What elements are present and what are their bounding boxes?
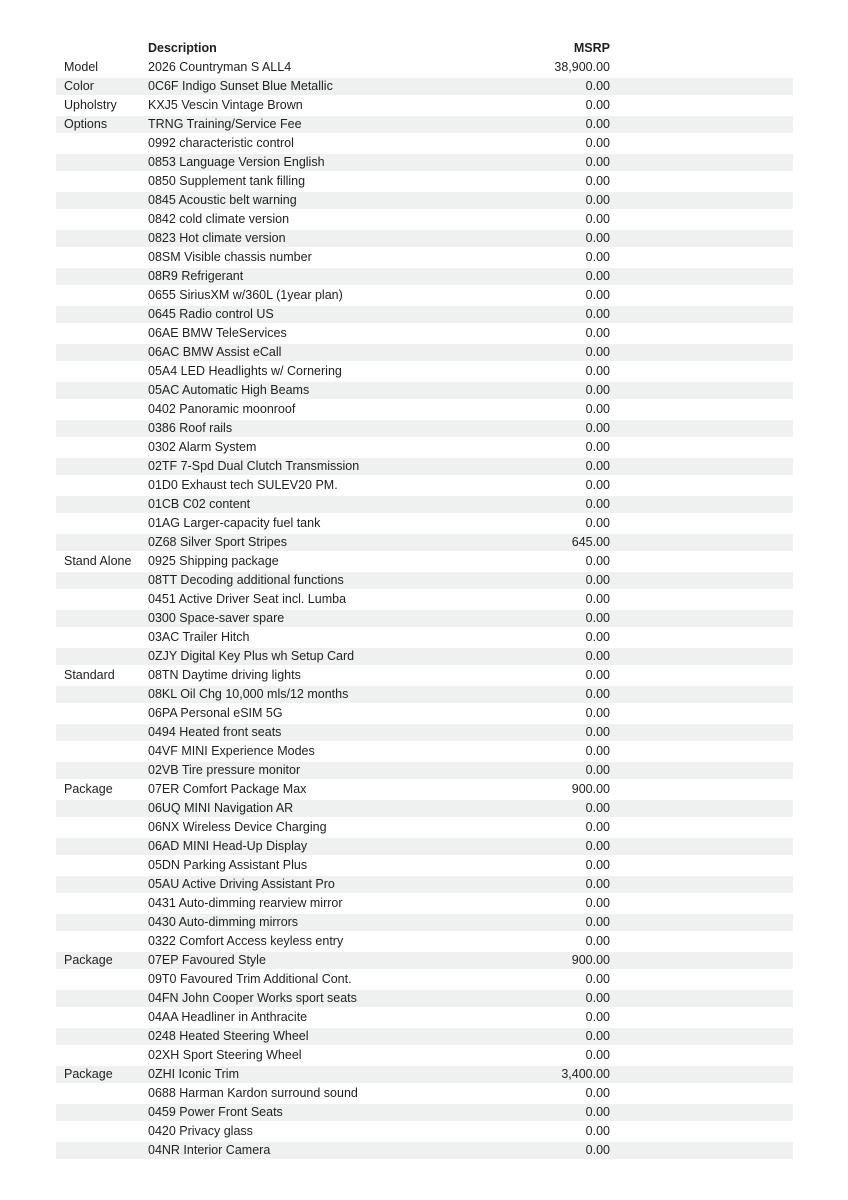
row-filler [610,344,793,361]
row-msrp: 0.00 [585,136,610,150]
table-row [56,762,793,781]
row-description: 0845 Acoustic belt warning [148,193,297,207]
row-description: 0386 Roof rails [148,421,233,435]
row-filler [610,192,793,209]
row-description: 05DN Parking Assistant Plus [148,858,308,872]
table-row [56,819,793,838]
row-filler [610,135,793,152]
row-msrp: 0.00 [585,155,610,169]
row-msrp: 0.00 [585,459,610,473]
table-row [56,344,793,363]
row-filler [610,116,793,133]
row-category [56,800,148,817]
row-msrp: 0.00 [585,934,610,948]
row-filler [610,629,793,646]
table-row [56,249,793,268]
row-filler [610,1047,793,1064]
row-filler [610,686,793,703]
row-msrp: 0.00 [585,1029,610,1043]
row-description: 05AC Automatic High Beams [148,383,310,397]
row-msrp: 0.00 [585,516,610,530]
table-row [56,724,793,743]
row-description: 07ER Comfort Package Max [148,782,307,796]
row-filler [610,458,793,475]
row-description: 0ZJY Digital Key Plus wh Setup Card [148,649,355,663]
row-description: 0ZHI Iconic Trim [148,1067,239,1081]
table-row [56,857,793,876]
row-filler [610,800,793,817]
table-row [56,97,793,116]
row-description: 04VF MINI Experience Modes [148,744,315,758]
row-category: Package [64,953,113,967]
table-row [56,553,793,572]
table-row [56,591,793,610]
row-msrp: 0.00 [585,573,610,587]
row-filler [610,306,793,323]
row-description: 0Z68 Silver Sport Stripes [148,535,287,549]
row-category [56,477,148,494]
row-category [56,325,148,342]
row-category: Color [64,79,94,93]
row-description: KXJ5 Vescin Vintage Brown [148,98,303,112]
row-filler [610,876,793,893]
row-category [56,1085,148,1102]
row-msrp: 0.00 [585,212,610,226]
row-category [56,610,148,627]
row-description: 08KL Oil Chg 10,000 mls/12 months [148,687,349,701]
table-row [56,515,793,534]
row-description: 08SM Visible chassis number [148,250,312,264]
table-row [56,154,793,173]
row-msrp: 0.00 [585,744,610,758]
row-category [56,496,148,513]
row-msrp: 900.00 [571,953,610,967]
row-category [56,914,148,931]
row-description: 0645 Radio control US [148,307,274,321]
row-description: 0494 Heated front seats [148,725,282,739]
row-msrp: 0.00 [585,915,610,929]
row-filler [610,173,793,190]
row-msrp: 0.00 [585,972,610,986]
row-category [56,344,148,361]
row-filler [610,1142,793,1159]
row-description: 0322 Comfort Access keyless entry [148,934,344,948]
row-description: 0430 Auto-dimming mirrors [148,915,299,929]
row-description: 0302 Alarm System [148,440,257,454]
table-row [56,306,793,325]
row-description: 0420 Privacy glass [148,1124,253,1138]
row-category [56,762,148,779]
table-row [56,363,793,382]
row-category [56,1142,148,1159]
row-category [56,990,148,1007]
table-row [56,1104,793,1123]
row-description: 0823 Hot climate version [148,231,286,245]
row-category [56,1009,148,1026]
row-msrp: 0.00 [585,1143,610,1157]
row-filler [610,249,793,266]
row-filler [610,401,793,418]
row-description: 0992 characteristic control [148,136,294,150]
row-description: 0300 Space-saver spare [148,611,285,625]
row-filler [610,1009,793,1026]
row-description: 07EP Favoured Style [148,953,266,967]
row-category [56,819,148,836]
table-row [56,382,793,401]
table-header [56,40,793,59]
row-category [56,192,148,209]
row-category [56,724,148,741]
row-msrp: 0.00 [585,174,610,188]
row-msrp: 0.00 [585,402,610,416]
row-category [56,572,148,589]
table-row [56,401,793,420]
table-row [56,325,793,344]
table-row [56,230,793,249]
row-msrp: 0.00 [585,649,610,663]
row-description: 08TT Decoding additional functions [148,573,344,587]
row-filler [610,610,793,627]
table-row [56,895,793,914]
table-row [56,534,793,553]
row-category [56,515,148,532]
row-msrp: 0.00 [585,896,610,910]
row-category [56,534,148,551]
row-category [56,971,148,988]
row-category: Package [64,782,113,796]
table-row [56,952,793,971]
row-description: 02VB Tire pressure monitor [148,763,301,777]
row-msrp: 900.00 [571,782,610,796]
row-msrp: 0.00 [585,706,610,720]
table-row [56,667,793,686]
row-msrp: 0.00 [585,554,610,568]
row-category [56,857,148,874]
row-msrp: 0.00 [585,79,610,93]
row-msrp: 0.00 [585,611,610,625]
row-description: 06AC BMW Assist eCall [148,345,282,359]
row-category [56,591,148,608]
row-filler [610,97,793,114]
table-row [56,116,793,135]
row-msrp: 0.00 [585,687,610,701]
row-filler [610,496,793,513]
row-msrp: 3,400.00 [561,1067,610,1081]
row-filler [610,477,793,494]
table-row [56,287,793,306]
header-msrp: MSRP [573,41,610,55]
row-filler [610,895,793,912]
table-row [56,439,793,458]
table-row [56,135,793,154]
row-msrp: 0.00 [585,592,610,606]
row-filler [610,591,793,608]
row-description: 04NR Interior Camera [148,1143,271,1157]
row-msrp: 0.00 [585,991,610,1005]
row-filler [610,287,793,304]
row-description: 0C6F Indigo Sunset Blue Metallic [148,79,333,93]
table-row [56,1085,793,1104]
row-msrp: 0.00 [585,269,610,283]
table-row [56,971,793,990]
row-filler [610,553,793,570]
table-row [56,610,793,629]
header-filler [610,40,793,57]
table-row [56,743,793,762]
row-description: 02XH Sport Steering Wheel [148,1048,302,1062]
row-category [56,686,148,703]
row-filler [610,781,793,798]
row-description: 06PA Personal eSIM 5G [148,706,283,720]
row-category [56,876,148,893]
row-filler [610,230,793,247]
table-row [56,1066,793,1085]
row-filler [610,420,793,437]
row-category: Package [64,1067,113,1081]
row-filler [610,1066,793,1083]
row-description: 08R9 Refrigerant [148,269,244,283]
row-category [56,1028,148,1045]
row-description: 08TN Daytime driving lights [148,668,301,682]
row-description: 03AC Trailer Hitch [148,630,250,644]
table-row [56,1142,793,1161]
row-category: Model [64,60,99,74]
row-description: 06NX Wireless Device Charging [148,820,327,834]
row-filler [610,59,793,76]
row-msrp: 0.00 [585,117,610,131]
row-msrp: 0.00 [585,193,610,207]
row-category [56,154,148,171]
table-row [56,572,793,591]
row-msrp: 0.00 [585,440,610,454]
row-category [56,135,148,152]
row-msrp: 0.00 [585,1048,610,1062]
row-msrp: 0.00 [585,307,610,321]
row-filler [610,154,793,171]
row-filler [610,648,793,665]
row-description: 2026 Countryman S ALL4 [148,60,292,74]
row-msrp: 0.00 [585,630,610,644]
row-filler [610,914,793,931]
row-category [56,895,148,912]
row-filler [610,534,793,551]
row-msrp: 0.00 [585,839,610,853]
row-description: 04FN John Cooper Works sport seats [148,991,357,1005]
row-msrp: 645.00 [571,535,610,549]
row-description: 01CB C02 content [148,497,251,511]
row-filler [610,952,793,969]
table-row [56,496,793,515]
row-description: 04AA Headliner in Anthracite [148,1010,308,1024]
row-category [56,439,148,456]
table-rows [56,59,793,1161]
row-msrp: 0.00 [585,820,610,834]
row-description: 09T0 Favoured Trim Additional Cont. [148,972,352,986]
row-description: 06AD MINI Head-Up Display [148,839,308,853]
row-filler [610,363,793,380]
row-msrp: 0.00 [585,231,610,245]
row-category [56,268,148,285]
row-msrp: 0.00 [585,1086,610,1100]
vehicle-options-table [56,40,793,1161]
table-row [56,686,793,705]
table-row [56,59,793,78]
row-msrp: 0.00 [585,877,610,891]
row-description: 0655 SiriusXM w/360L (1year plan) [148,288,343,302]
row-msrp: 0.00 [585,763,610,777]
row-category [56,838,148,855]
row-description: 0688 Harman Kardon surround sound [148,1086,358,1100]
row-filler [610,439,793,456]
table-row [56,458,793,477]
table-row [56,933,793,952]
row-msrp: 38,900.00 [554,60,610,74]
row-description: 06AE BMW TeleServices [148,326,287,340]
row-category [56,1047,148,1064]
row-description: 0451 Active Driver Seat incl. Lumba [148,592,347,606]
row-filler [610,268,793,285]
row-filler [610,724,793,741]
row-filler [610,1104,793,1121]
row-category: Standard [64,668,115,682]
row-description: 0431 Auto-dimming rearview mirror [148,896,343,910]
row-category [56,363,148,380]
row-description: 0842 cold climate version [148,212,290,226]
table-row [56,1009,793,1028]
row-description: 02TF 7-Spd Dual Clutch Transmission [148,459,360,473]
table-row [56,629,793,648]
row-filler [610,857,793,874]
row-description: 0925 Shipping package [148,554,279,568]
table-row [56,420,793,439]
row-category [56,648,148,665]
row-description: 06UQ MINI Navigation AR [148,801,294,815]
row-filler [610,325,793,342]
row-filler [610,667,793,684]
row-msrp: 0.00 [585,1105,610,1119]
header-category-spacer [56,40,148,57]
row-category [56,1104,148,1121]
row-msrp: 0.00 [585,421,610,435]
row-msrp: 0.00 [585,801,610,815]
row-filler [610,705,793,722]
row-category [56,173,148,190]
row-msrp: 0.00 [585,364,610,378]
row-category [56,401,148,418]
row-msrp: 0.00 [585,1124,610,1138]
row-category [56,629,148,646]
table-row [56,800,793,819]
row-category [56,230,148,247]
row-msrp: 0.00 [585,326,610,340]
table-row [56,1123,793,1142]
row-category [56,420,148,437]
row-msrp: 0.00 [585,383,610,397]
row-category [56,743,148,760]
table-row [56,990,793,1009]
row-filler [610,1123,793,1140]
row-filler [610,762,793,779]
row-filler [610,1028,793,1045]
table-row [56,211,793,230]
row-filler [610,971,793,988]
row-filler [610,211,793,228]
row-description: 0402 Panoramic moonroof [148,402,296,416]
table-row [56,876,793,895]
row-msrp: 0.00 [585,98,610,112]
row-category [56,458,148,475]
row-filler [610,572,793,589]
row-msrp: 0.00 [585,345,610,359]
table-row [56,648,793,667]
row-category: Stand Alone [64,554,132,568]
row-description: 05AU Active Driving Assistant Pro [148,877,335,891]
row-category: Upholstry [64,98,117,112]
table-row [56,838,793,857]
row-filler [610,819,793,836]
row-category [56,1123,148,1140]
row-filler [610,515,793,532]
row-msrp: 0.00 [585,725,610,739]
row-category: Options [64,117,108,131]
row-description: 01AG Larger-capacity fuel tank [148,516,321,530]
row-filler [610,990,793,1007]
table-row [56,173,793,192]
row-filler [610,743,793,760]
header-description: Description [148,41,217,55]
row-msrp: 0.00 [585,668,610,682]
row-filler [610,1085,793,1102]
table-row [56,1028,793,1047]
row-filler [610,933,793,950]
table-row [56,705,793,724]
table-row [56,781,793,800]
row-description: 01D0 Exhaust tech SULEV20 PM. [148,478,338,492]
row-category [56,287,148,304]
row-msrp: 0.00 [585,497,610,511]
table-row [56,1047,793,1066]
row-description: 0853 Language Version English [148,155,325,169]
row-description: 0459 Power Front Seats [148,1105,283,1119]
row-category [56,306,148,323]
row-category [56,249,148,266]
table-row [56,268,793,287]
table-row [56,192,793,211]
row-msrp: 0.00 [585,288,610,302]
row-filler [610,382,793,399]
row-msrp: 0.00 [585,250,610,264]
row-category [56,705,148,722]
row-description: 0248 Heated Steering Wheel [148,1029,309,1043]
row-description: 0850 Supplement tank filling [148,174,306,188]
table-row [56,477,793,496]
row-category [56,211,148,228]
row-category [56,382,148,399]
row-description: 05A4 LED Headlights w/ Cornering [148,364,342,378]
row-category [56,933,148,950]
table-row [56,78,793,97]
row-filler [610,78,793,95]
row-msrp: 0.00 [585,858,610,872]
row-description: TRNG Training/Service Fee [148,117,302,131]
row-msrp: 0.00 [585,478,610,492]
row-filler [610,838,793,855]
table-row [56,914,793,933]
row-msrp: 0.00 [585,1010,610,1024]
